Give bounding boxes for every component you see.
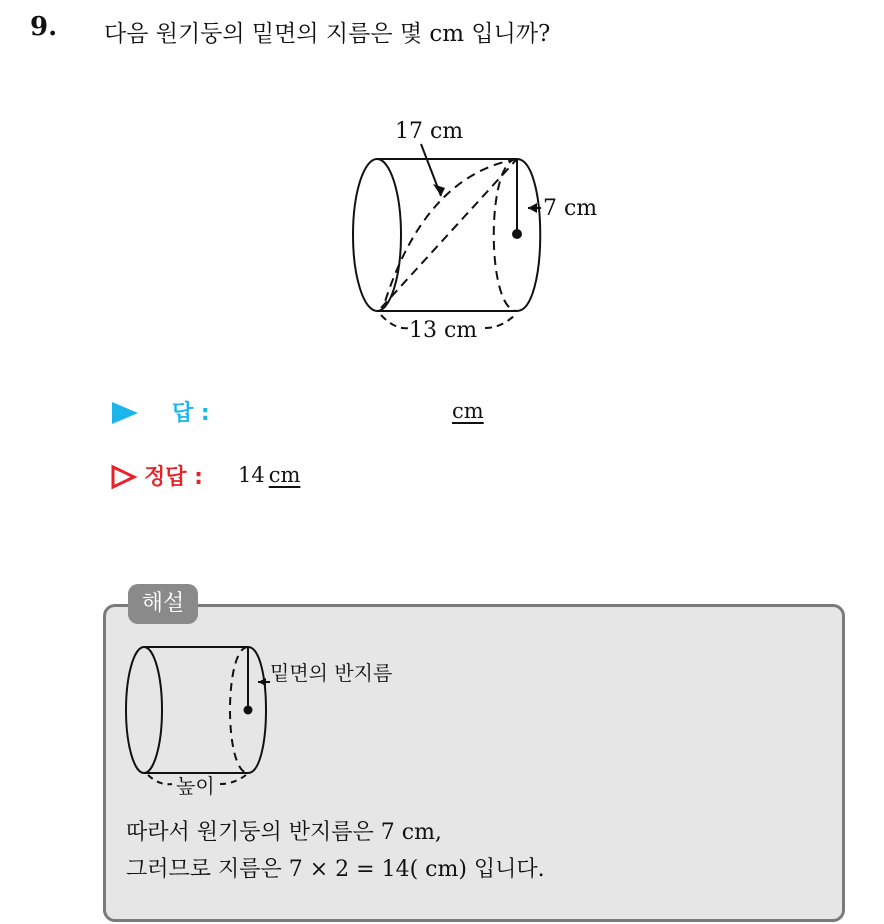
- solution-unit: cm: [268, 463, 301, 487]
- height-brace-right: [485, 315, 515, 328]
- explanation-line-2: 그러므로 지름은 7 × 2 = 14( cm) 입니다.: [126, 857, 545, 882]
- question-number: 9.: [30, 12, 58, 42]
- radius-label: 7 cm: [543, 196, 598, 221]
- question-text: 다음 원기둥의 밑면의 지름은 몇 cm 입니까?: [104, 21, 551, 47]
- play-triangle-icon: [110, 401, 140, 425]
- cylinder-left-base: [353, 159, 401, 311]
- exp-height-brace-right: [220, 775, 246, 784]
- center-dot: [512, 229, 522, 239]
- exp-radius-label: 밑면의 반지름: [270, 661, 393, 685]
- height-brace: [381, 315, 409, 328]
- exp-height-label: 높이: [176, 774, 215, 798]
- solution-answer: [238, 463, 300, 487]
- exp-height-brace-left: [148, 775, 172, 784]
- solution-label: 정답 :: [144, 465, 203, 490]
- radius-arrowhead: [528, 203, 537, 213]
- answer-row: [110, 396, 530, 430]
- height-label: 13 cm: [409, 318, 478, 343]
- exp-center-dot: [244, 706, 253, 715]
- solution-value: 14: [238, 463, 265, 487]
- diagonal-label: 17 cm: [395, 119, 464, 144]
- outline-triangle-icon: [110, 464, 138, 490]
- solution-row: [110, 460, 430, 494]
- explanation-line-1: 따라서 원기둥의 반지름은 7 cm,: [126, 820, 442, 845]
- answer-label: 답 :: [172, 401, 210, 426]
- cylinder-diagram: [345, 110, 645, 350]
- diagonal-arrowhead: [433, 184, 445, 196]
- exp-radius-arrowhead: [258, 678, 266, 686]
- exp-cylinder-left-base: [126, 647, 162, 773]
- answer-input-unit[interactable]: cm: [452, 399, 484, 423]
- explanation-cylinder-diagram: [120, 640, 440, 805]
- explanation-tag: 해설: [128, 584, 198, 624]
